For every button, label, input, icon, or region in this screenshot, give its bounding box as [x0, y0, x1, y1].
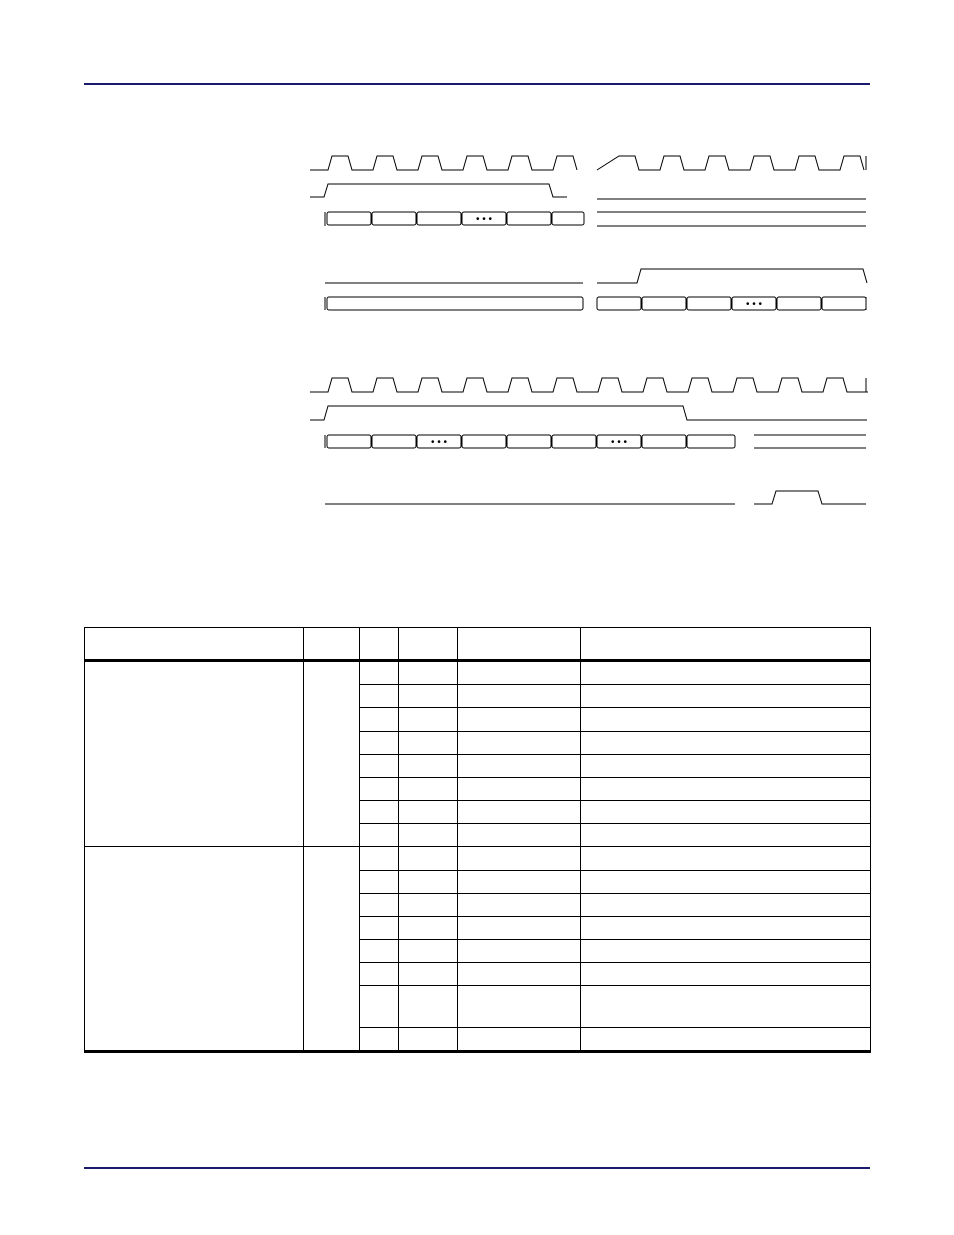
bus-cell [642, 297, 686, 310]
table-cell [581, 986, 871, 1027]
bus-cell [462, 435, 506, 448]
table-cell [581, 777, 871, 800]
table-cell [399, 1027, 458, 1051]
table-cell [458, 916, 581, 939]
bus-cell [642, 435, 686, 448]
bus-cell [417, 212, 461, 225]
table-cell [458, 847, 581, 870]
table-cell [581, 940, 871, 963]
table-cell [399, 661, 458, 685]
table-cell [399, 847, 458, 870]
table-cell [399, 685, 458, 708]
clock-waveform [597, 156, 864, 170]
bus-edge-ticks [325, 156, 866, 448]
table-cell [360, 777, 399, 800]
table-cell [458, 801, 581, 824]
group-type-cell [304, 847, 360, 1052]
table-cell [360, 870, 399, 893]
table-cell [399, 754, 458, 777]
table-cell [458, 754, 581, 777]
column-header [458, 628, 581, 661]
register-table [84, 627, 871, 1053]
column-header [360, 628, 399, 661]
group-type-cell [304, 661, 360, 847]
group-name-cell [85, 661, 304, 847]
table-cell [399, 940, 458, 963]
table-cell [360, 940, 399, 963]
table-cell [360, 754, 399, 777]
table-cell [581, 916, 871, 939]
bus-cell [327, 297, 583, 310]
table-cell [399, 963, 458, 986]
table-cell [581, 731, 871, 754]
table-cell [581, 685, 871, 708]
table-cell [458, 708, 581, 731]
table-cell [458, 1027, 581, 1051]
bus-cell [597, 297, 641, 310]
ellipsis-dots-icon: • • • [610, 437, 628, 448]
strobe-waveform [310, 184, 567, 197]
table-cell [399, 708, 458, 731]
table-cell [581, 754, 871, 777]
table-cell [360, 916, 399, 939]
group-name-cell [85, 847, 304, 1052]
table-cell [360, 847, 399, 870]
bus-cell [552, 435, 596, 448]
bus-cell [327, 212, 371, 225]
table-cell [360, 1027, 399, 1051]
strobe-waveform [310, 406, 867, 420]
bus-idle-lines [597, 212, 866, 226]
table-cell [399, 870, 458, 893]
table-cell [399, 777, 458, 800]
bus-cell [552, 212, 584, 225]
column-header [399, 628, 458, 661]
table-cell [399, 986, 458, 1027]
table-cell [458, 824, 581, 847]
footer-rule [84, 1167, 870, 1169]
table-cell [399, 801, 458, 824]
table-cell [581, 824, 871, 847]
table-cell [581, 801, 871, 824]
ellipsis-dots-icon: • • • [475, 214, 493, 225]
clock-waveform [310, 378, 868, 392]
table-cell [581, 1027, 871, 1051]
table-cell [458, 731, 581, 754]
bus-cell [372, 435, 416, 448]
table-cell [581, 661, 871, 685]
table-cell [458, 940, 581, 963]
table-cell [399, 893, 458, 916]
ellipsis-dots-icon: • • • [430, 437, 448, 448]
bus-cell [507, 212, 551, 225]
table-cell [458, 893, 581, 916]
table-cell [581, 708, 871, 731]
bus-cell [777, 297, 821, 310]
bus-cell [372, 212, 416, 225]
bus-cell [822, 297, 866, 310]
table-cell [581, 893, 871, 916]
column-header [304, 628, 360, 661]
table-cell [360, 708, 399, 731]
table-cell [581, 870, 871, 893]
table-cell [581, 963, 871, 986]
table-header-row [85, 628, 871, 661]
table-cell [360, 986, 399, 1027]
column-header [581, 628, 871, 661]
table-cell [458, 661, 581, 685]
strobe-waveform [597, 269, 867, 283]
table-cell [399, 916, 458, 939]
column-header [85, 628, 304, 661]
bus-idle-lines [754, 435, 866, 448]
table-cell [458, 870, 581, 893]
ellipsis-dots-icon: • • • [745, 299, 763, 310]
table-cell [458, 685, 581, 708]
table-cell [360, 893, 399, 916]
table-cell [360, 731, 399, 754]
table-cell [360, 824, 399, 847]
bus-cell [687, 297, 731, 310]
table-cell [399, 731, 458, 754]
clock-waveform [310, 156, 577, 170]
table-cell [458, 963, 581, 986]
table-cell [581, 847, 871, 870]
table-cell [360, 801, 399, 824]
bus-cell [327, 435, 371, 448]
table-cell [360, 661, 399, 685]
table-cell [458, 777, 581, 800]
table-cell [360, 685, 399, 708]
strobe-waveform [754, 491, 866, 504]
table-cell [360, 963, 399, 986]
bus-cell [507, 435, 551, 448]
bus-cell [687, 435, 735, 448]
table-row [85, 847, 871, 870]
table-cell [399, 824, 458, 847]
timing-diagram [0, 0, 954, 540]
table-row [85, 661, 871, 685]
table-cell [458, 986, 581, 1027]
